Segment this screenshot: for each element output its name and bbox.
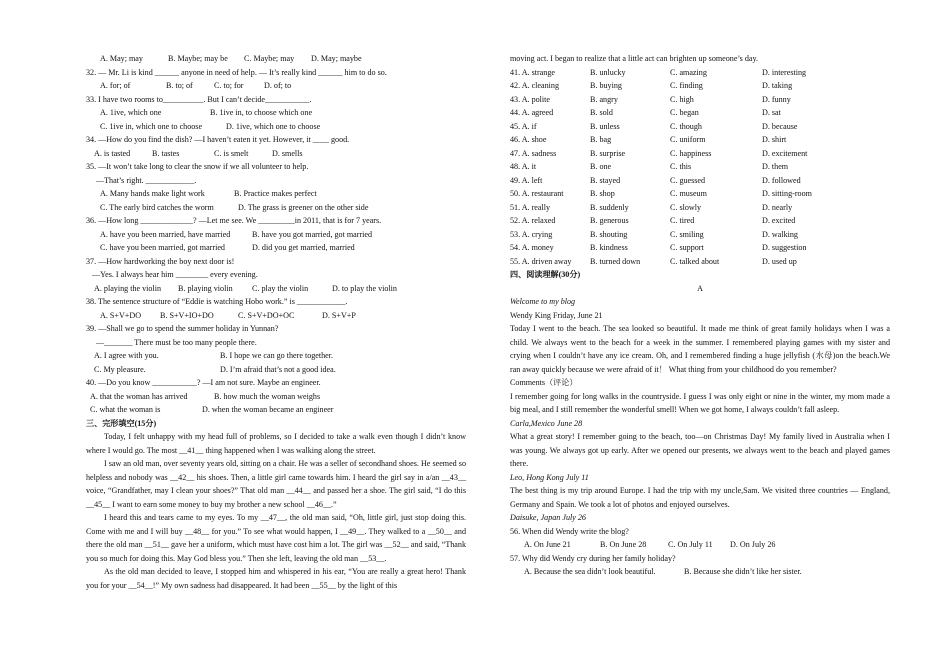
choice-option: D. excited	[762, 216, 796, 225]
choice-option: 48. A. it	[510, 162, 537, 171]
q39-options-b	[86, 363, 466, 377]
choice-option: C. amazing	[670, 67, 707, 77]
option: C. My pleasure.	[94, 364, 146, 374]
choice-option: B. turned down	[590, 256, 641, 266]
choice-option: 49. A. left	[510, 175, 543, 185]
option: A. S+V+DO	[100, 310, 142, 320]
choice-option: C. though	[670, 121, 702, 131]
option: C. Maybe; may	[244, 54, 295, 63]
choice-option: D. interesting	[762, 67, 807, 77]
choice-option: C. slowly	[670, 202, 702, 212]
choice-option: B. angry	[590, 94, 618, 104]
option: A. have you been married, have married	[100, 229, 231, 239]
option: A. Many hands make light work	[100, 189, 205, 198]
option: D. S+V+P	[322, 310, 356, 320]
option: D. did you get married, married	[252, 243, 355, 252]
choice-option: D. excitement	[762, 148, 808, 158]
option: D. of; to	[264, 81, 292, 90]
choice-option: D. nearly	[762, 202, 793, 212]
option: B. S+V+IO+DO	[160, 310, 214, 320]
choice-option: 51. A. really	[510, 202, 551, 212]
option: A. 1ive, which one	[100, 108, 162, 117]
choice-option: D. them	[762, 162, 789, 171]
choice-option: C. tired	[670, 216, 695, 225]
question-36: 36. —How long _____________? —Let me see. We _________in 2011, that is for 7 years.	[86, 216, 382, 225]
choice-row	[510, 133, 890, 147]
option: B. I hope we can go there together.	[220, 351, 334, 360]
q57-options	[510, 565, 890, 579]
choice-row	[510, 228, 890, 242]
choice-row	[510, 241, 890, 255]
question-39: 39. —Shall we go to spend the summer holiday in Yunnan?	[86, 324, 279, 333]
choice-option: C. finding	[670, 81, 703, 90]
choice-option: 41. A. strange	[510, 67, 555, 77]
choice-option: B. one	[590, 162, 612, 171]
choice-option: D. followed	[762, 175, 801, 185]
q31-options	[86, 52, 466, 66]
option: C. 1ive in, which one to choose	[100, 121, 203, 131]
option: D. May; maybe	[311, 54, 362, 63]
comment-author: Leo, Hong Kong July 11	[510, 472, 589, 482]
choice-row	[510, 174, 890, 188]
choice-option: 54. A. money	[510, 243, 554, 252]
option: D. to play the violin	[332, 283, 397, 293]
section-4-title: 四、阅读理解(30分)	[510, 270, 581, 279]
choice-row	[510, 255, 890, 269]
choice-row	[510, 66, 890, 80]
q40-options-b	[86, 403, 466, 417]
choice-row	[510, 214, 890, 228]
comment-text: The best thing is my trip around Europe. I had the trip with my uncle,Sam. We visited three countries — England, Germany and Spain. We took a lot of photos and enjoyed ourselves.	[510, 486, 890, 509]
left-column	[86, 52, 466, 592]
option: B. Practice makes perfect	[234, 189, 317, 198]
question-56: 56. When did Wendy write the blog?	[510, 526, 629, 536]
choice-option: D. taking	[762, 81, 793, 90]
option: C. to; for	[214, 81, 244, 90]
cloze-paragraph-2: I saw an old man, over seventy years old, sitting on a chair. He was a seller of secondhand shoes. He seemed so helpless and nobody was __42__ his shoes. Then, a little girl came towards him. I heard the girl say in a/an __43__ voice, “Grandfather, may I clean your shoes?” That old man __44__ and passed her a shoe. The girl said, “I do this __45__ I want to earn some money to buy my brother a new school __46__.”	[86, 459, 466, 509]
option: A. for; of	[100, 81, 131, 90]
q35-options-a	[86, 187, 466, 201]
q32-options	[86, 79, 466, 93]
choice-option: B. kindness	[590, 243, 628, 252]
section-3-title: 三、完形填空(15分)	[86, 418, 157, 428]
choice-option: B. suddenly	[590, 202, 629, 212]
choice-row	[510, 187, 890, 201]
choice-option: C. guessed	[670, 175, 706, 185]
choice-option: B. unlucky	[590, 67, 626, 77]
choice-option: C. happiness	[670, 148, 712, 158]
q56-options	[510, 538, 890, 552]
choice-option: 52. A. relaxed	[510, 216, 556, 225]
question-38: 38. The sentence structure of “Eddie is watching Hobo work.” is ____________.	[86, 297, 348, 306]
choice-row	[510, 147, 890, 161]
comments-label: Comments（评论）	[510, 378, 578, 387]
option: A. On June 21	[524, 540, 571, 549]
choice-option: B. generous	[590, 216, 629, 225]
question-34: 34. —How do you find the dish? —I haven’t eaten it yet. However, it ____ good.	[86, 135, 350, 144]
option: B. have you got married, got married	[252, 229, 373, 239]
choice-option: B. bag	[590, 135, 612, 144]
choice-row	[510, 79, 890, 93]
q40-options-a	[86, 390, 466, 404]
choice-option: B. stayed	[590, 175, 621, 185]
cloze-paragraph-1: Today, I felt unhappy with my head full of problems, so I decided to take a walk even though I didn’t know where I would go. The most __41__ thing happened when I was walking along the street.	[86, 432, 466, 455]
choice-option: C. this	[670, 162, 692, 171]
option: C. play the violin	[252, 283, 309, 293]
option: B. to; of	[166, 81, 193, 90]
choice-option: 45. A. if	[510, 121, 537, 131]
choice-row	[510, 120, 890, 134]
option: D. smells	[272, 148, 303, 158]
option: A. I agree with you.	[94, 351, 159, 360]
option: A. May; may	[100, 54, 143, 63]
choice-option: D. shirt	[762, 135, 787, 144]
q38-options	[86, 309, 466, 323]
option: D. The grass is greener on the other side	[238, 202, 369, 212]
choice-option: B. shouting	[590, 229, 628, 239]
option: A. is tasted	[94, 148, 131, 158]
option: B. playing violin	[178, 283, 233, 293]
q36-options-b	[86, 241, 466, 255]
option: A. playing the violin	[94, 283, 161, 293]
option: B. Maybe; may be	[168, 54, 228, 63]
right-column	[510, 52, 890, 579]
choice-option: B. unless	[590, 121, 620, 131]
choice-option: B. sold	[590, 108, 613, 117]
choice-option: C. talked about	[670, 256, 720, 266]
choice-option: 44. A. agreed	[510, 108, 554, 117]
option: C. The early bird catches the worm	[100, 202, 214, 212]
choice-option: B. buying	[590, 81, 622, 90]
option: A. Because the sea didn’t look beautiful.	[524, 567, 656, 576]
choice-option: B. shop	[590, 189, 615, 198]
choice-option: D. sat	[762, 108, 781, 117]
question-37: 37. —How hardworking the boy next door is!	[86, 256, 235, 266]
choice-option: 46. A. shoe	[510, 135, 547, 144]
comment-author: Daisuke, Japan July 26	[510, 513, 586, 522]
option: C. S+V+DO+OC	[238, 310, 295, 320]
choice-option: D. funny	[762, 94, 791, 104]
option: C. On July 11	[668, 540, 713, 549]
choice-option: 42. A. cleaning	[510, 81, 560, 90]
choice-option: C. began	[670, 108, 699, 117]
option: D. On July 26	[730, 540, 776, 549]
choice-option: B. surprise	[590, 148, 626, 158]
choice-option: D. because	[762, 121, 798, 131]
option: B. tastes	[152, 148, 180, 158]
choice-row	[510, 160, 890, 174]
question-39-reply: —_______ There must be too many people there.	[96, 337, 257, 347]
choice-option: 43. A. polite	[510, 94, 551, 104]
choice-option: D. suggestion	[762, 243, 807, 252]
choice-option: D. sitting-room	[762, 189, 812, 198]
option: B. 1ive in, to choose which one	[210, 108, 313, 117]
comment-author: Carla,Mexico June 28	[510, 418, 583, 428]
option: D. I’m afraid that’s not a good idea.	[220, 364, 336, 374]
choice-option: 55. A. driven away	[510, 256, 572, 266]
choice-row	[510, 93, 890, 107]
cloze-paragraph-3: I heard this and tears came to my eyes. To my __47__, the old man said, “Oh, little girl, just stop doing this. Come with me and I will buy __48__ for you.” To see what would happen, I __49__. They walked to a __50__ and there the old man __51__ gave her a uniform, which must have cost him a lot. The girl was __52__ and said, “Thank you so much for doing this. May God bless you.” Then she left, leaving the old man __53__.	[86, 513, 466, 563]
question-40: 40. —Do you know ___________? —I am not sure. Maybe an engineer.	[86, 378, 321, 387]
option: C. have you been married, got married	[100, 243, 225, 252]
choice-option: C. museum	[670, 189, 707, 198]
option: C. what the woman is	[90, 405, 161, 414]
comment-text: I remember going for long walks in the countryside. I guess I was only eight or nine in the winter, my mom made a big meal, and I still remember the wonderful smell! When we got home, I always couldn’t fall asleep.	[510, 391, 890, 414]
option: B. On June 28	[600, 540, 647, 549]
comment-text: What a great story! I remember going to the beach, too—on Christmas Day! My family lived in Australia when I was young. We always got up early. After we opened our presents, we always went to the beach and played games there.	[510, 432, 890, 468]
cloze-choices	[510, 66, 890, 269]
option: D. when the woman became an engineer	[202, 405, 334, 414]
choice-row	[510, 201, 890, 215]
option: B. Because she didn’t like her sister.	[684, 567, 802, 576]
question-57: 57. Why did Wendy cry during her family holiday?	[510, 553, 676, 563]
question-33: 33. I have two rooms to__________. But I can’t decide___________.	[86, 94, 312, 104]
choice-option: C. high	[670, 94, 694, 104]
question-37-reply: —Yes. I always hear him ________ every evening.	[92, 270, 258, 279]
q37-options	[86, 282, 466, 296]
blog-byline: Wendy King Friday, June 21	[510, 310, 603, 320]
choice-option: 47. A. sadness	[510, 148, 557, 158]
q39-options-a	[86, 349, 466, 363]
q36-options-a	[86, 228, 466, 242]
question-35: 35. —It won’t take long to clear the snow if we all volunteer to help.	[86, 162, 309, 171]
option: C. is smelt	[214, 148, 249, 158]
q33-options-b	[86, 120, 466, 134]
question-35-reply: —That’s right. ____________.	[96, 175, 197, 185]
choice-option: C. uniform	[670, 135, 706, 144]
blog-body: Today I went to the beach. The sea looked so beautiful. It made me think of great family holidays when I was a child. We always went to the beach for a week in the summer. I remembered playing games with my sister and crying when I couldn’t have any ice cream. Oh, and I remembered finding a huge jellyfish (水母)on the beach.We ran away quickly because we were afraid of it！ What thing from your childhood do you remember?	[510, 324, 890, 374]
question-32: 32. — Mr. Li is kind ______ anyone in need of help. — It’s really kind ______ him to do so.	[86, 67, 387, 77]
option: A. that the woman has arrived	[90, 391, 188, 401]
cloze-paragraph-continued: moving act. I began to realize that a little act can brighten up someone’s day.	[510, 54, 759, 63]
cloze-paragraph-4: As the old man decided to leave, I stopped him and whispered in his ear, “You are really a great hero! Thank you for your __54__!” My own sadness had disappeared. It had been __55__ by the light of this	[86, 567, 466, 590]
choice-row	[510, 106, 890, 120]
choice-option: C. smiling	[670, 229, 704, 239]
passage-label: A	[697, 283, 703, 293]
q35-options-b	[86, 201, 466, 215]
choice-option: 50. A. restaurant	[510, 189, 564, 198]
q33-options-a	[86, 106, 466, 120]
blog-title: Welcome to my blog	[510, 297, 576, 306]
choice-option: D. used up	[762, 256, 797, 266]
option: D. 1ive, which one to choose	[226, 121, 321, 131]
q34-options	[86, 147, 466, 161]
choice-option: D. walking	[762, 229, 798, 239]
choice-option: 53. A. crying	[510, 229, 553, 239]
option: B. how much the woman weighs	[214, 391, 321, 401]
choice-option: C. support	[670, 243, 704, 252]
